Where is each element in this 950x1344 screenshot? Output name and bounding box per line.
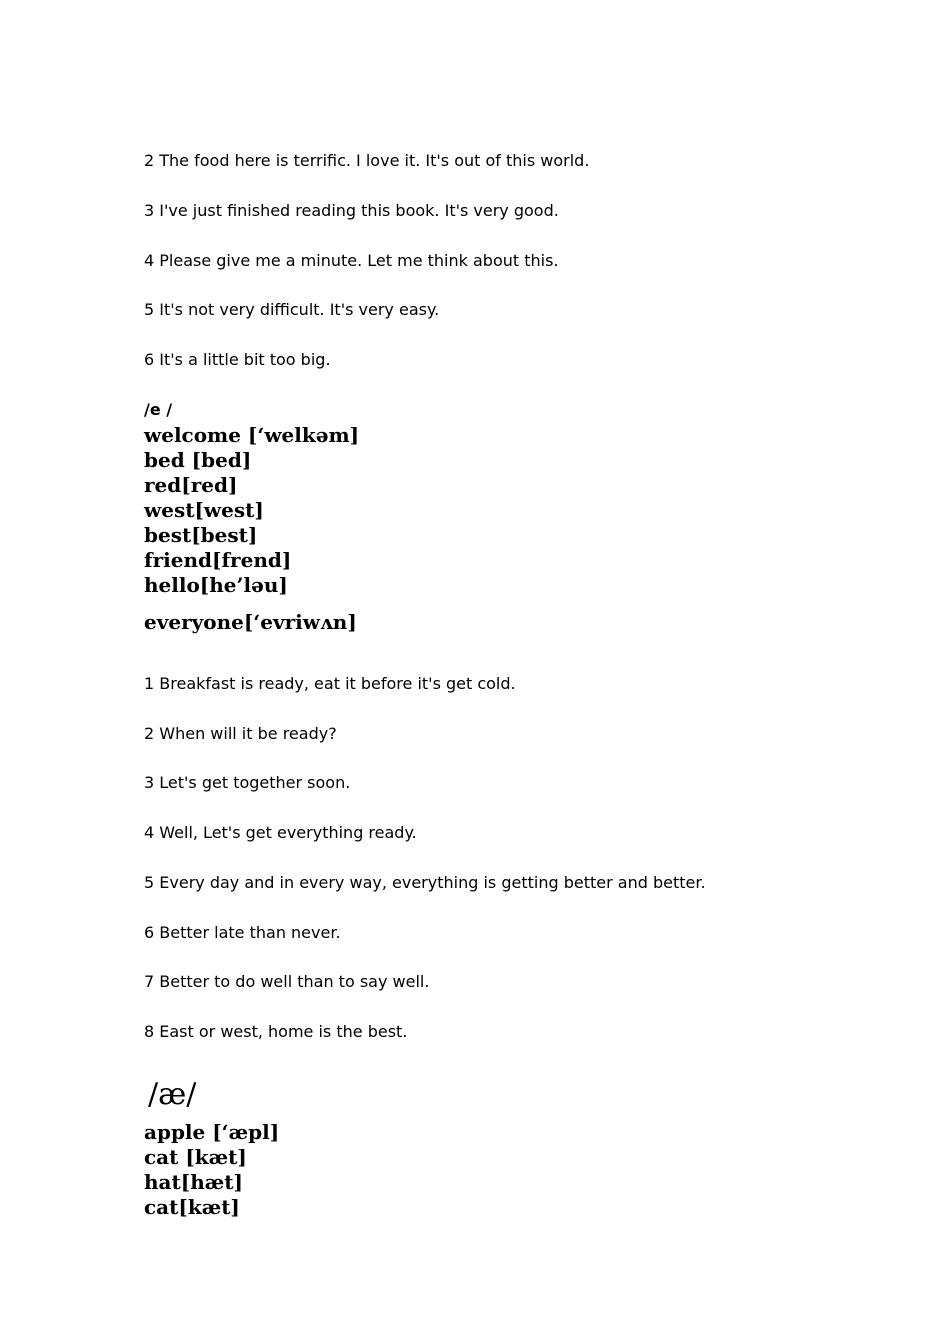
sentence-a-2: 2 The food here is terrific. I love it. It's out of this world. bbox=[144, 151, 590, 170]
sentence-a-3: 3 I've just finished reading this book. It's very good. bbox=[144, 201, 559, 220]
word-cat-2: cat[kæt] bbox=[144, 1195, 240, 1219]
section-ae-heading: /æ/ bbox=[148, 1077, 197, 1112]
word-hello: hello[he’ləu] bbox=[144, 573, 288, 597]
section-e-heading: /e / bbox=[144, 400, 173, 419]
sentence-b-6: 6 Better late than never. bbox=[144, 923, 341, 942]
word-friend: friend[frend] bbox=[144, 548, 292, 572]
sentence-b-8: 8 East or west, home is the best. bbox=[144, 1022, 408, 1041]
word-everyone: everyone[‘evriwʌn] bbox=[144, 610, 357, 634]
sentence-a-5: 5 It's not very difficult. It's very easy. bbox=[144, 300, 440, 319]
word-welcome: welcome [‘welkəm] bbox=[144, 423, 360, 447]
sentence-b-1: 1 Breakfast is ready, eat it before it's get cold. bbox=[144, 674, 516, 693]
word-hat: hat[hæt] bbox=[144, 1170, 243, 1194]
sentence-b-3: 3 Let's get together soon. bbox=[144, 773, 351, 792]
word-west: west[west] bbox=[144, 498, 264, 522]
sentence-a-6: 6 It's a little bit too big. bbox=[144, 350, 331, 369]
word-red: red[red] bbox=[144, 473, 238, 497]
word-apple: apple [‘æpl] bbox=[144, 1120, 280, 1144]
word-cat: cat [kæt] bbox=[144, 1145, 247, 1169]
sentence-b-5: 5 Every day and in every way, everything is getting better and better. bbox=[144, 873, 706, 892]
word-best: best[best] bbox=[144, 523, 258, 547]
sentence-b-4: 4 Well, Let's get everything ready. bbox=[144, 823, 417, 842]
sentence-b-7: 7 Better to do well than to say well. bbox=[144, 972, 430, 991]
sentence-b-2: 2 When will it be ready? bbox=[144, 724, 337, 743]
sentence-a-4: 4 Please give me a minute. Let me think about this. bbox=[144, 251, 559, 270]
word-bed: bed [bed] bbox=[144, 448, 252, 472]
